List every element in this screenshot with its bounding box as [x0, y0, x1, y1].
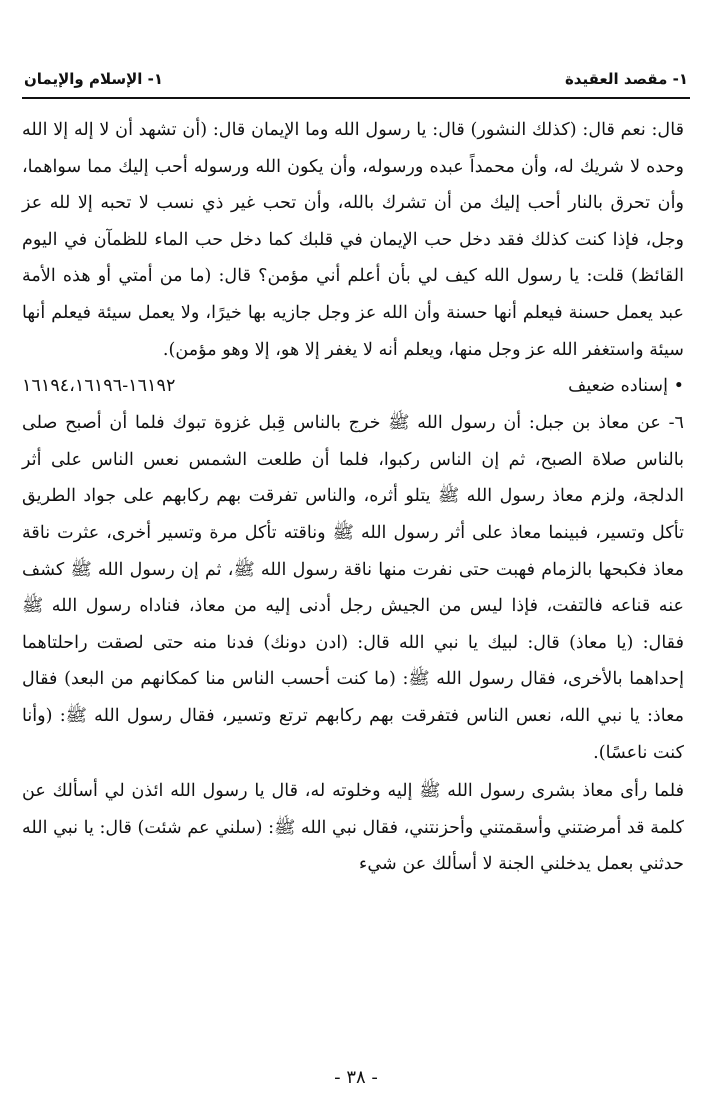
header-divider	[22, 97, 690, 99]
isnad-references: ١٦١٩٢-١٦١٩٤،١٦١٩٦	[22, 376, 176, 397]
isnad-line	[22, 368, 684, 405]
header-section-title: ١- الإسلام والإيمان	[24, 70, 164, 88]
paragraph-hadith-5-end: قال: نعم قال: (كذلك النشور) قال: يا رسول الله وما الإيمان قال: (أن تشهد أن لا إله إلا الله وحده لا شريك له، وأن محمداً عبده ورسوله، وأن يكون الله ورسوله أحب إليك مما سواهما، وأن تحرق بالنار أحب إليك من أن تشرك بالله، وأن تحب غير ذي نسب لا تحبه إلا لله عز وجل، فإذا كنت كذلك فقد دخل حب الإيمان في قلبك كما دخل حب الماء للظمآن في اليوم القائظ) قلت: يا رسول الله كيف لي بأن أعلم أني مؤمن؟ قال: (ما من أمتي أو هذه الأمة عبد يعمل حسنة فيعلم أنها حسنة وأن الله عز وجل جازيه بها خيرًا، ولا يعمل سيئة فيعلم أنها سيئة واستغفر الله عز وجل منها، ويعلم أنه لا يغفر إلا هو، إلا وهو مؤمن).	[22, 120, 684, 360]
running-header	[24, 66, 688, 94]
page-body	[22, 112, 684, 883]
paragraph-hadith-6: ٦- عن معاذ بن جبل: أن رسول الله ﷺ خرج بالناس قِبل غزوة تبوك فلما أن أصبح صلى بالناس صلاة الصبح، ثم إن الناس ركبوا، فلما أن طلعت الشمس نعس الناس على أثر الدلجة، ولزم معاذ رسول الله ﷺ يتلو أثره، والناس تفرقت بهم ركابهم على جواد الطريق تأكل وتسير، فبينما معاذ على أثر رسول الله ﷺ وناقته تأكل مرة وتسير أخرى، عثرت ناقة معاذ فكبحها بالزمام فهبت حتى نفرت منها ناقة رسول الله ﷺ، ثم إن رسول الله ﷺ كشف عنه قناعه فالتفت، فإذا ليس من الجيش رجل أدنى إليه من معاذ، فناداه رسول الله ﷺ فقال: (يا معاذ) قال: لبيك يا نبي الله قال: (ادن دونك) فدنا منه حتى لصقت راحلتاهما إحداهما بالأخرى، فقال رسول الله ﷺ: (ما كنت أحسب الناس منا كمكانهم من البعد) فقال معاذ: يا نبي الله، نعس الناس فتفرقت بهم ركابهم ترتع وتسير، فقال رسول الله ﷺ: (وأنا كنت ناعسًا).	[22, 413, 684, 763]
isnad-grade: • إسناده ضعيف	[568, 376, 684, 397]
paragraph-hadith-6-continued: فلما رأى معاذ بشرى رسول الله ﷺ إليه وخلوته له، قال يا رسول الله ائذن لي أسألك عن كلمة قد أمرضتني وأسقمتني وأحزنتني، فقال نبي الله ﷺ: (سلني عم شئت) قال: يا نبي الله حدثني بعمل يدخلني الجنة لا أسألك عن شيء	[22, 781, 684, 875]
header-chapter-title: ١- مقصد العقيدة	[564, 70, 688, 88]
page-number: - ٣٨ -	[334, 1067, 378, 1088]
